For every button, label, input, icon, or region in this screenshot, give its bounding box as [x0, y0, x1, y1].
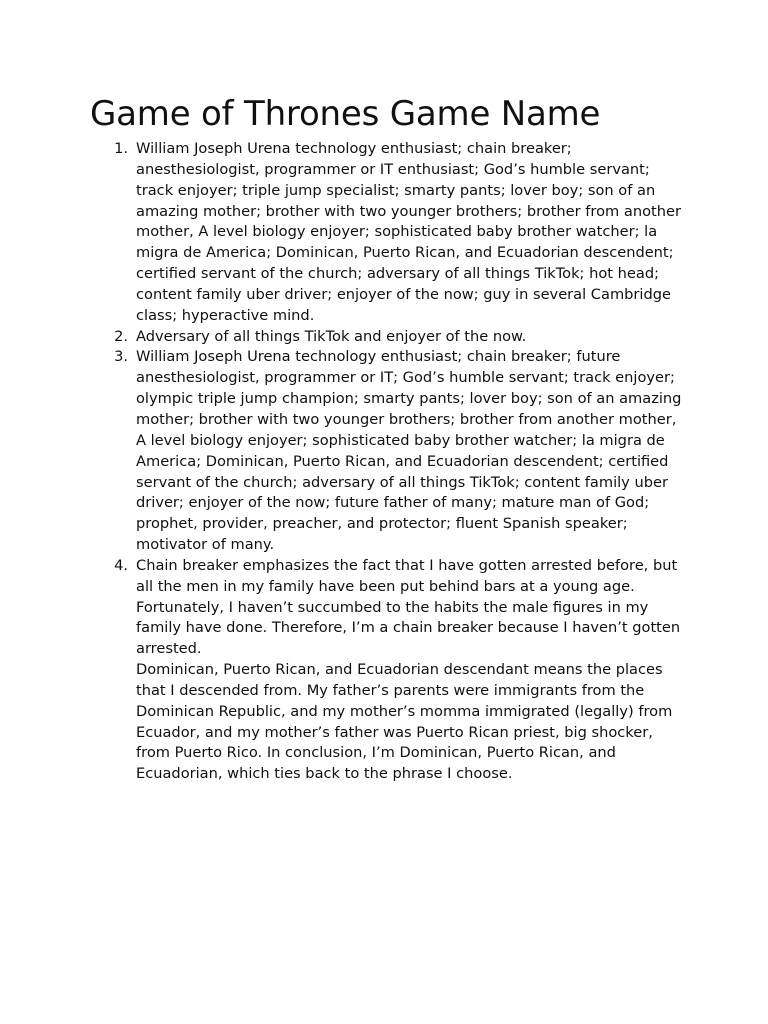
list-item-body [136, 139, 690, 327]
list-item-text: Dominican, Puerto Rican, and Ecuadorian descendant means the places that I descended from. My father’s parents were immigrants from the Dominican Republic, and my mother’s momma immigrated (legally) from Ecuador, and my mother’s father was Puerto Rican priest, big shocker, from Puerto Rico. In conclusion, I’m Dominican, Puerto Rican, and Ecuadorian, which ties back to the phrase I choose. [136, 661, 673, 783]
list-number: 1. [114, 140, 128, 157]
list-item-1 [90, 139, 690, 327]
list-item-body [136, 327, 690, 348]
list-item-text: William Joseph Urena technology enthusiast; chain breaker; anesthesiologist, programmer or IT enthusiast; God’s humble servant; track enjoyer; triple jump specialist; smarty pants; lover boy; son of an amazing mother; brother with two younger brothers; brother from another mother, A level biology enjoyer; sophisticated baby brother watcher; la migra de America; Dominican, Puerto Rican, and Ecuadorian descendent; certified servant of the church; adversary of all things TikTok; hot head; content family uber driver; enjoyer of the now; guy in several Cambridge class; hyperactive mind. [136, 140, 681, 324]
list-number: 2. [114, 327, 128, 345]
list-number: 3. [114, 348, 128, 366]
page-title: Game of Thrones Game Name [90, 94, 601, 134]
list-item-body [136, 347, 690, 555]
list-item-body [136, 556, 690, 785]
list-item-2 [90, 327, 690, 348]
numbered-list [90, 139, 690, 785]
list-item-text: William Joseph Urena technology enthusiast; chain breaker; future anesthesiologist, programmer or IT; God’s humble servant; track enjoyer; olympic triple jump champion; smarty pants; lover boy; son of an amazing mother; brother with two younger brothers; brother from another mother, A level biology enjoyer; sophisticated baby brother watcher; la migra de America; Dominican, Puerto Rican, and Ecuadorian descendent; certified servant of the church; adversary of all things TikTok; content family uber driver; enjoyer of the now; future father of many; mature man of God; prophet, provider, preacher, and protector; fluent Spanish speaker; motivator of many. [136, 348, 682, 554]
list-item-text: Chain breaker emphasizes the fact that I have gotten arrested before, but all the men in my family have been put behind bars at a young age. Fortunately, I haven’t succumbed to the habits the male figures in my family have done. Therefore, I’m a chain breaker because I haven’t gotten arrested. [136, 556, 681, 658]
list-item-4 [90, 556, 690, 785]
list-item-3 [90, 347, 690, 555]
list-number: 4. [114, 556, 128, 574]
list-item-text: Adversary of all things TikTok and enjoyer of the now. [136, 327, 527, 345]
